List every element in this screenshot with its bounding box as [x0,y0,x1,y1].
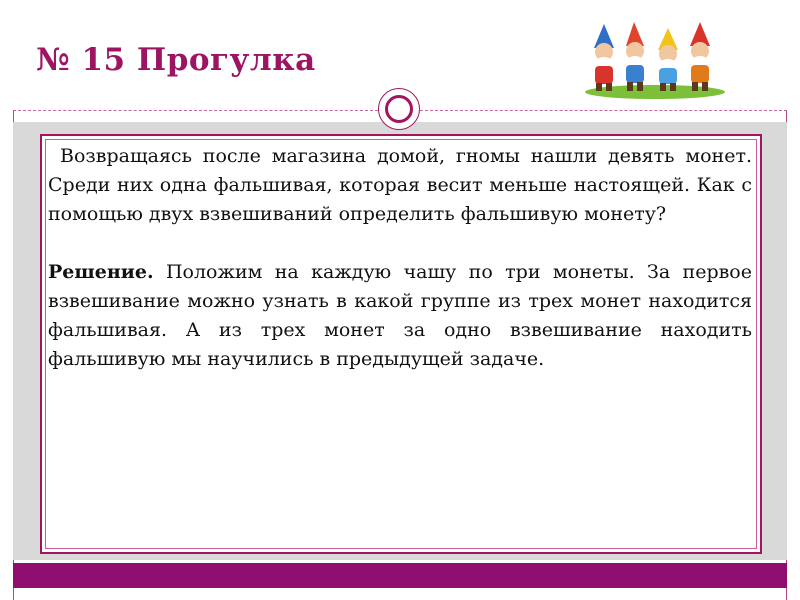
circle-ornament-ring [385,95,413,123]
gnome-1 [594,24,614,91]
bottom-bar [13,563,787,588]
circle-ornament [378,88,420,130]
solution-text: Положим на каждую чашу по три монеты. За первое взвешивание можно узнать в какой группе из трех монет находится фальшивая. А из трех монет за одно взвешивание находить фальшивую мы научились в предыдущей задаче. [48,261,752,370]
gnome-4 [690,22,710,91]
gnome-2 [626,22,644,91]
gnome-3 [658,28,678,91]
header-divider-left [13,110,378,111]
problem-paragraph: Возвращаясь после магазина домой, гномы нашли девять монет. Среди них одна фальшивая, которая весит меньше настоящей. Как с помощью двух взвешиваний определить фальшивую монету? [48,145,752,225]
header-divider-right [420,110,787,111]
solution-label: Решение. [48,261,154,283]
slide-title: № 15 Прогулка [36,42,316,78]
dancing-gnomes-illustration [580,20,730,100]
solution-paragraph [48,258,752,374]
slide-body-text [48,142,752,374]
